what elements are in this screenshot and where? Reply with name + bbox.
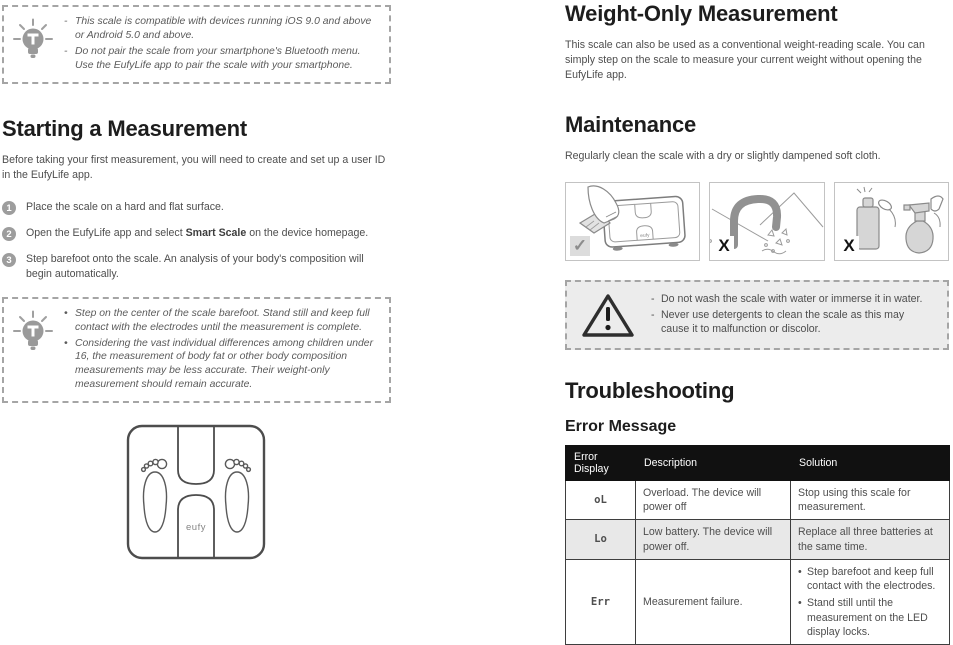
table-row-low-battery bbox=[566, 520, 950, 560]
bullet-marker: • bbox=[798, 565, 802, 578]
step-text bbox=[26, 226, 368, 241]
solution-text: Step barefoot and keep full contact with the electrodes. bbox=[807, 565, 936, 593]
solution-bullet-item bbox=[798, 565, 942, 594]
tip-box-text bbox=[64, 15, 379, 73]
step-text bbox=[26, 252, 391, 282]
svg-text:eufy: eufy bbox=[639, 231, 650, 239]
error-message-table bbox=[565, 445, 950, 645]
maintenance-illustrations bbox=[565, 182, 949, 261]
dash-marker: - bbox=[651, 293, 655, 306]
tip-item bbox=[64, 45, 379, 73]
tip-text: Do not pair the scale from your smartphone's Bluetooth menu. Use the EufyLife app to pair the scale with your smartphone. bbox=[75, 45, 361, 71]
scale-top-view-illustration bbox=[126, 424, 391, 565]
error-display-cell: Err bbox=[566, 559, 636, 644]
tip-text: Considering the vast individual differences among children under 16, the measurement of body fat or other body composition measurements may be less accurate. Their weight-only measurement should remain accurate. bbox=[75, 337, 374, 391]
table-row-overload bbox=[566, 480, 950, 520]
table-row-measurement-failure bbox=[566, 559, 950, 644]
tip-text: Step on the center of the scale barefoot. Stand still and keep full contact with the electrodes until the measurement is complete. bbox=[75, 307, 370, 333]
step-text-pre: Step barefoot onto the scale. An analysis of your body's composition will begin automatically. bbox=[26, 253, 364, 280]
bullet-marker: • bbox=[798, 597, 802, 610]
solution-cell: Replace all three batteries at the same time. bbox=[791, 520, 950, 560]
tip-item bbox=[64, 307, 379, 335]
scale-brand-label: eufy bbox=[186, 522, 206, 534]
warning-item bbox=[651, 292, 935, 307]
left-column bbox=[2, 0, 391, 565]
panel-do-not-wash-with-water bbox=[709, 182, 825, 261]
solution-text: Stand still until the measurement on the LED display locks. bbox=[807, 597, 928, 639]
description-cell: Low battery. The device will power off. bbox=[636, 520, 791, 560]
step-item-2 bbox=[2, 226, 391, 241]
warning-item-text: Do not wash the scale with water or immerse it in water. bbox=[661, 293, 923, 306]
section-title-maintenance: Maintenance bbox=[565, 112, 697, 138]
step-number-badge: 1 bbox=[2, 201, 16, 215]
tip-item bbox=[64, 15, 379, 43]
x-mark: X bbox=[839, 236, 859, 256]
tip-box-measurement-tips bbox=[2, 297, 391, 404]
solution-bullet-item bbox=[798, 596, 942, 639]
warning-item bbox=[651, 308, 935, 337]
tip-box-compatibility bbox=[2, 5, 391, 84]
tip-item bbox=[64, 337, 379, 393]
right-column bbox=[565, 0, 949, 645]
starting-intro-paragraph: Before taking your first measurement, you will need to create and set up a user ID in the EufyLife app. bbox=[2, 153, 386, 181]
tip-text: This scale is compatible with devices running iOS 9.0 and above or Android 5.0 and above. bbox=[75, 16, 372, 41]
step-item-3 bbox=[2, 252, 391, 282]
solution-cell bbox=[791, 559, 950, 644]
dash-marker: - bbox=[64, 16, 68, 27]
warning-box bbox=[565, 280, 949, 350]
step-text bbox=[26, 200, 224, 215]
description-cell: Overload. The device will power off bbox=[636, 480, 791, 520]
bullet-marker: • bbox=[64, 307, 68, 319]
bullet-marker: • bbox=[64, 337, 68, 349]
column-header-error-display: Error Display bbox=[566, 445, 636, 480]
subsection-title-error-message: Error Message bbox=[565, 417, 677, 435]
step-item-1 bbox=[2, 200, 391, 215]
lightbulb-icon bbox=[10, 15, 56, 64]
numbered-steps bbox=[2, 200, 391, 282]
warning-item-text: Never use detergents to clean the scale as this may cause it to malfunction or discolor. bbox=[661, 308, 905, 336]
warning-text bbox=[651, 292, 935, 337]
dash-marker: - bbox=[651, 308, 655, 321]
section-title-weight-only: Weight-Only Measurement bbox=[565, 1, 838, 26]
step-text-post: on the device homepage. bbox=[246, 227, 369, 239]
error-display-cell: oL bbox=[566, 480, 636, 520]
description-cell: Measurement failure. bbox=[636, 559, 791, 644]
column-header-description: Description bbox=[636, 445, 791, 480]
warning-triangle-icon bbox=[581, 291, 635, 339]
step-text-pre: Open the EufyLife app and select bbox=[26, 227, 186, 239]
weight-only-paragraph: This scale can also be used as a conventional weight-reading scale. You can simply step on the scale to measure your current weight without opening the EufyLife app. bbox=[565, 39, 925, 82]
section-title-troubleshooting: Troubleshooting bbox=[565, 377, 735, 403]
step-number-badge: 2 bbox=[2, 227, 16, 241]
lightbulb-icon bbox=[10, 307, 56, 356]
maintenance-paragraph: Regularly clean the scale with a dry or slightly dampened soft cloth. bbox=[565, 150, 881, 163]
tip-box-text bbox=[64, 307, 379, 393]
section-title-starting-a-measurement: Starting a Measurement bbox=[2, 115, 248, 141]
panel-wipe-with-soft-cloth bbox=[565, 182, 700, 261]
step-text-pre: Place the scale on a hard and flat surface. bbox=[26, 201, 224, 213]
table-header-row bbox=[566, 445, 950, 480]
column-header-solution: Solution bbox=[791, 445, 950, 480]
dash-marker: - bbox=[64, 45, 68, 57]
step-text-bold: Smart Scale bbox=[185, 227, 247, 239]
error-display-cell: Lo bbox=[566, 520, 636, 560]
x-mark: X bbox=[714, 236, 734, 256]
check-mark: ✓ bbox=[570, 236, 590, 256]
step-number-badge: 3 bbox=[2, 253, 16, 267]
panel-do-not-use-detergents bbox=[834, 182, 949, 261]
solution-cell: Stop using this scale for measurement. bbox=[791, 480, 950, 520]
